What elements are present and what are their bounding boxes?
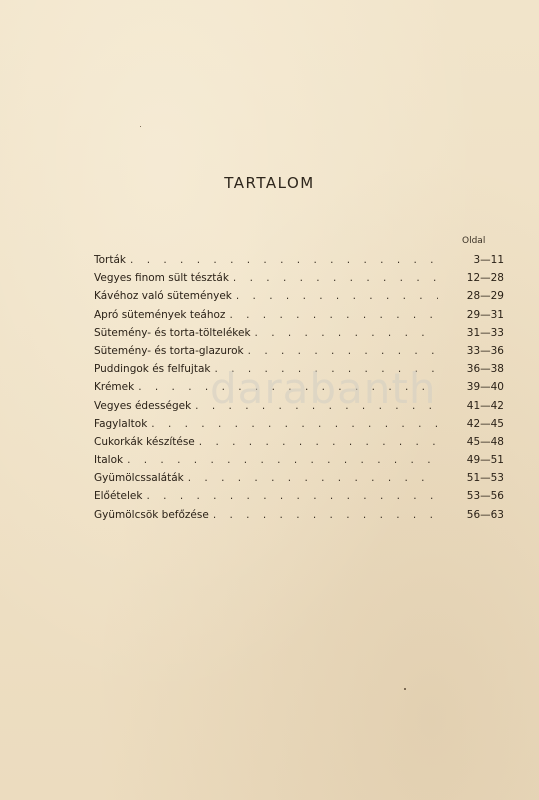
dot-leader (138, 381, 438, 393)
watermark: darabanth (210, 364, 437, 413)
dot-leader (127, 454, 438, 466)
page-column-label: Oldal (462, 236, 486, 246)
toc-entry-title: Krémek (94, 381, 135, 394)
dot-leader (188, 472, 438, 484)
toc-entry (94, 381, 504, 399)
toc-entry-title: Gyümölcssaláták (94, 472, 184, 485)
toc-entry (94, 436, 504, 454)
toc-entry (94, 345, 504, 363)
toc-entry-pages: 53—56 (466, 490, 504, 503)
toc-entry-pages: 39—40 (466, 381, 504, 394)
toc-entry-pages: 33—36 (466, 344, 504, 357)
toc-entry (94, 400, 504, 418)
toc-entry (94, 418, 504, 436)
toc-entry-title: Vegyes édességek (94, 399, 192, 412)
page-title: TARTALOM (224, 174, 315, 192)
toc-entry-title: Kávéhoz való sütemények (94, 290, 232, 303)
toc-entry-title: Gyümölcsök befőzése (94, 508, 209, 521)
toc-entry-pages: 3—11 (473, 254, 504, 266)
dot-leader (213, 509, 438, 521)
toc-entry-title: Vegyes finom sült tészták (94, 272, 229, 285)
paper-speck (140, 126, 141, 127)
toc-entry (94, 509, 504, 527)
toc-entry (94, 363, 504, 381)
toc-entry (94, 472, 504, 490)
toc-entry-pages: 29—31 (466, 308, 504, 321)
dot-leader (199, 436, 438, 448)
toc-entry-title: Italok (94, 454, 124, 467)
toc-entry-pages: 45—48 (466, 435, 504, 448)
toc-entry (94, 490, 504, 508)
toc-entry-pages: 36—38 (466, 363, 504, 376)
toc-entry-title: Puddingok és felfujtak (94, 363, 211, 376)
toc-entry (94, 454, 504, 472)
dot-leader (146, 490, 438, 502)
toc-entry (94, 309, 504, 327)
toc-entry-pages: 42—45 (466, 417, 504, 430)
toc-entry-title: Sütemény- és torta-glazurok (94, 344, 244, 357)
toc-entry-pages: 31—33 (466, 326, 504, 339)
toc-entry-pages: 51—53 (466, 472, 504, 485)
toc-entry (94, 290, 504, 308)
toc-entry (94, 272, 504, 290)
dot-leader (130, 254, 438, 266)
toc-entry-title: Fagylaltok (94, 417, 148, 430)
toc-entry-pages: 41—42 (466, 399, 504, 412)
paper-speck (404, 688, 406, 690)
dot-leader (248, 345, 438, 357)
toc-entry-pages: 12—28 (466, 272, 504, 285)
toc-entry-title: Előételek (94, 490, 143, 503)
toc-entry-title: Cukorkák készítése (94, 435, 195, 448)
dot-leader (233, 272, 438, 284)
toc-entry-title: Sütemény- és torta-töltelékek (94, 326, 251, 339)
dot-leader (214, 363, 438, 375)
dot-leader (236, 290, 438, 302)
table-of-contents (94, 254, 504, 527)
toc-entry (94, 254, 504, 272)
dot-leader (151, 418, 438, 430)
toc-entry (94, 327, 504, 345)
dot-leader (255, 327, 438, 339)
dot-leader (229, 309, 438, 321)
toc-entry-pages: 56—63 (466, 508, 504, 521)
toc-entry-title: Apró sütemények teához (94, 308, 226, 321)
toc-entry-pages: 49—51 (466, 454, 504, 467)
toc-entry-pages: 28—29 (466, 290, 504, 303)
toc-entry-title: Torták (94, 254, 127, 266)
dot-leader (195, 400, 438, 412)
